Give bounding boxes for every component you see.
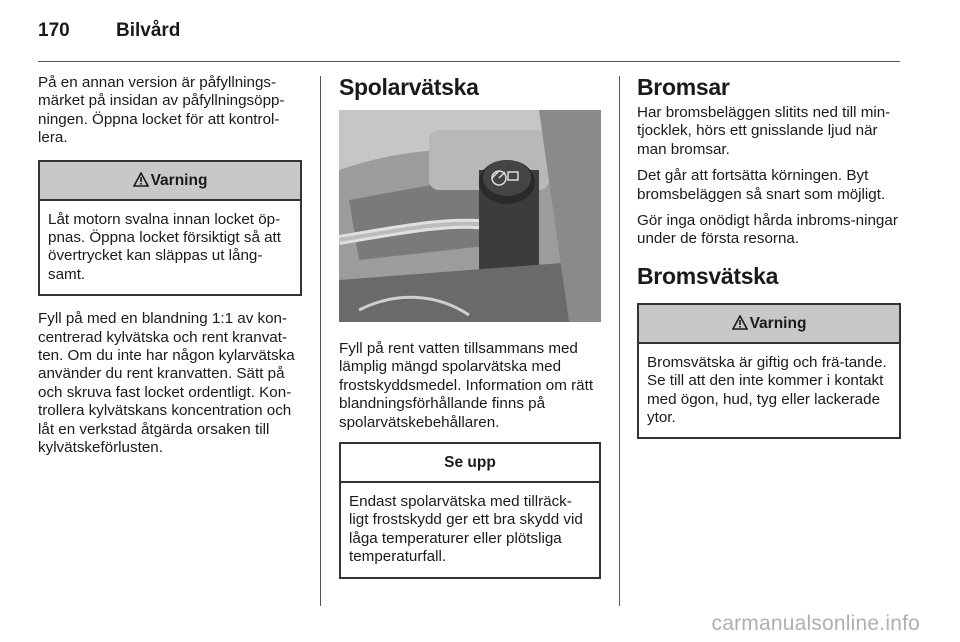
brakes-paragraph-1: Har bromsbeläggen slitits ned till min-tjocklek, hörs ett gnisslande ljud när man bromsar. <box>637 104 891 158</box>
brake-fluid-warning-label: Varning <box>749 314 807 332</box>
washer-paragraph: Fyll på rent vatten tillsammans med lämplig mängd spolarvätska med frostskyddsmedel. Information om rätt blandningsförhållande finns på spolarvätskebehållaren. <box>339 340 594 431</box>
header-rule <box>38 61 900 62</box>
warning-label: Varning <box>150 171 208 189</box>
coolant-paragraph: Fyll på med en blandning 1:1 av kon-centrerad kylvätska och rent kranvat-ten. Om du inte har någon kylarvätska använder du rent kranvatten. Sätt på och skruva fast locket ordentligt. Kon-trollera kylvätskans koncentration och låt en verkstad åtgärda orsaken till kylvätskeförlusten. <box>38 310 295 457</box>
warning-triangle-icon <box>133 164 149 201</box>
warning-triangle-icon <box>732 307 748 344</box>
warning-body: Låt motorn svalna innan locket öp-pnas. Öppna locket försiktigt så att övertrycket kan släppas ut lång-samt. <box>48 210 281 283</box>
watermark: carmanualsonline.info <box>711 612 920 635</box>
engine-bay-photo <box>339 110 601 322</box>
brake-fluid-warning-box <box>637 303 901 440</box>
caution-header: Se upp <box>341 444 599 483</box>
brake-fluid-warning-header <box>639 305 899 344</box>
column-2 <box>339 74 601 593</box>
brakes-paragraph-2: Det går att fortsätta körningen. Byt bromsbeläggen så snart som möjligt. <box>637 167 886 203</box>
intro-paragraph: På en annan version är påfyllnings-märket på insidan av påfyllningsöpp-ningen. Öppna locket för att kontrol-lera. <box>38 74 285 147</box>
caution-body: Endast spolarvätska med tillräck-ligt frostskydd ger ett bra skydd vid låga temperaturer eller plötsliga temperaturfall. <box>349 493 583 566</box>
caution-box <box>339 442 601 579</box>
column-divider-2 <box>619 76 620 606</box>
column-divider-1 <box>320 76 321 606</box>
section-heading-brakes: Bromsar <box>637 74 730 100</box>
warning-header <box>40 162 300 201</box>
warning-box <box>38 160 302 297</box>
section-heading-brake-fluid: Bromsvätska <box>637 262 779 289</box>
brake-fluid-warning-body: Bromsvätska är giftig och frä-tande. Se till att den inte kommer i kontakt med ögon, hud, tyg eller lackerade ytor. <box>647 353 887 427</box>
column-3 <box>637 74 901 453</box>
column-1 <box>38 74 302 466</box>
page-number: 170 <box>38 20 70 41</box>
chapter-title: Bilvård <box>116 20 181 41</box>
section-heading-washer-fluid: Spolarvätska <box>339 74 479 100</box>
brakes-paragraph-3: Gör inga onödigt hårda inbroms-ningar under de första resorna. <box>637 212 898 248</box>
